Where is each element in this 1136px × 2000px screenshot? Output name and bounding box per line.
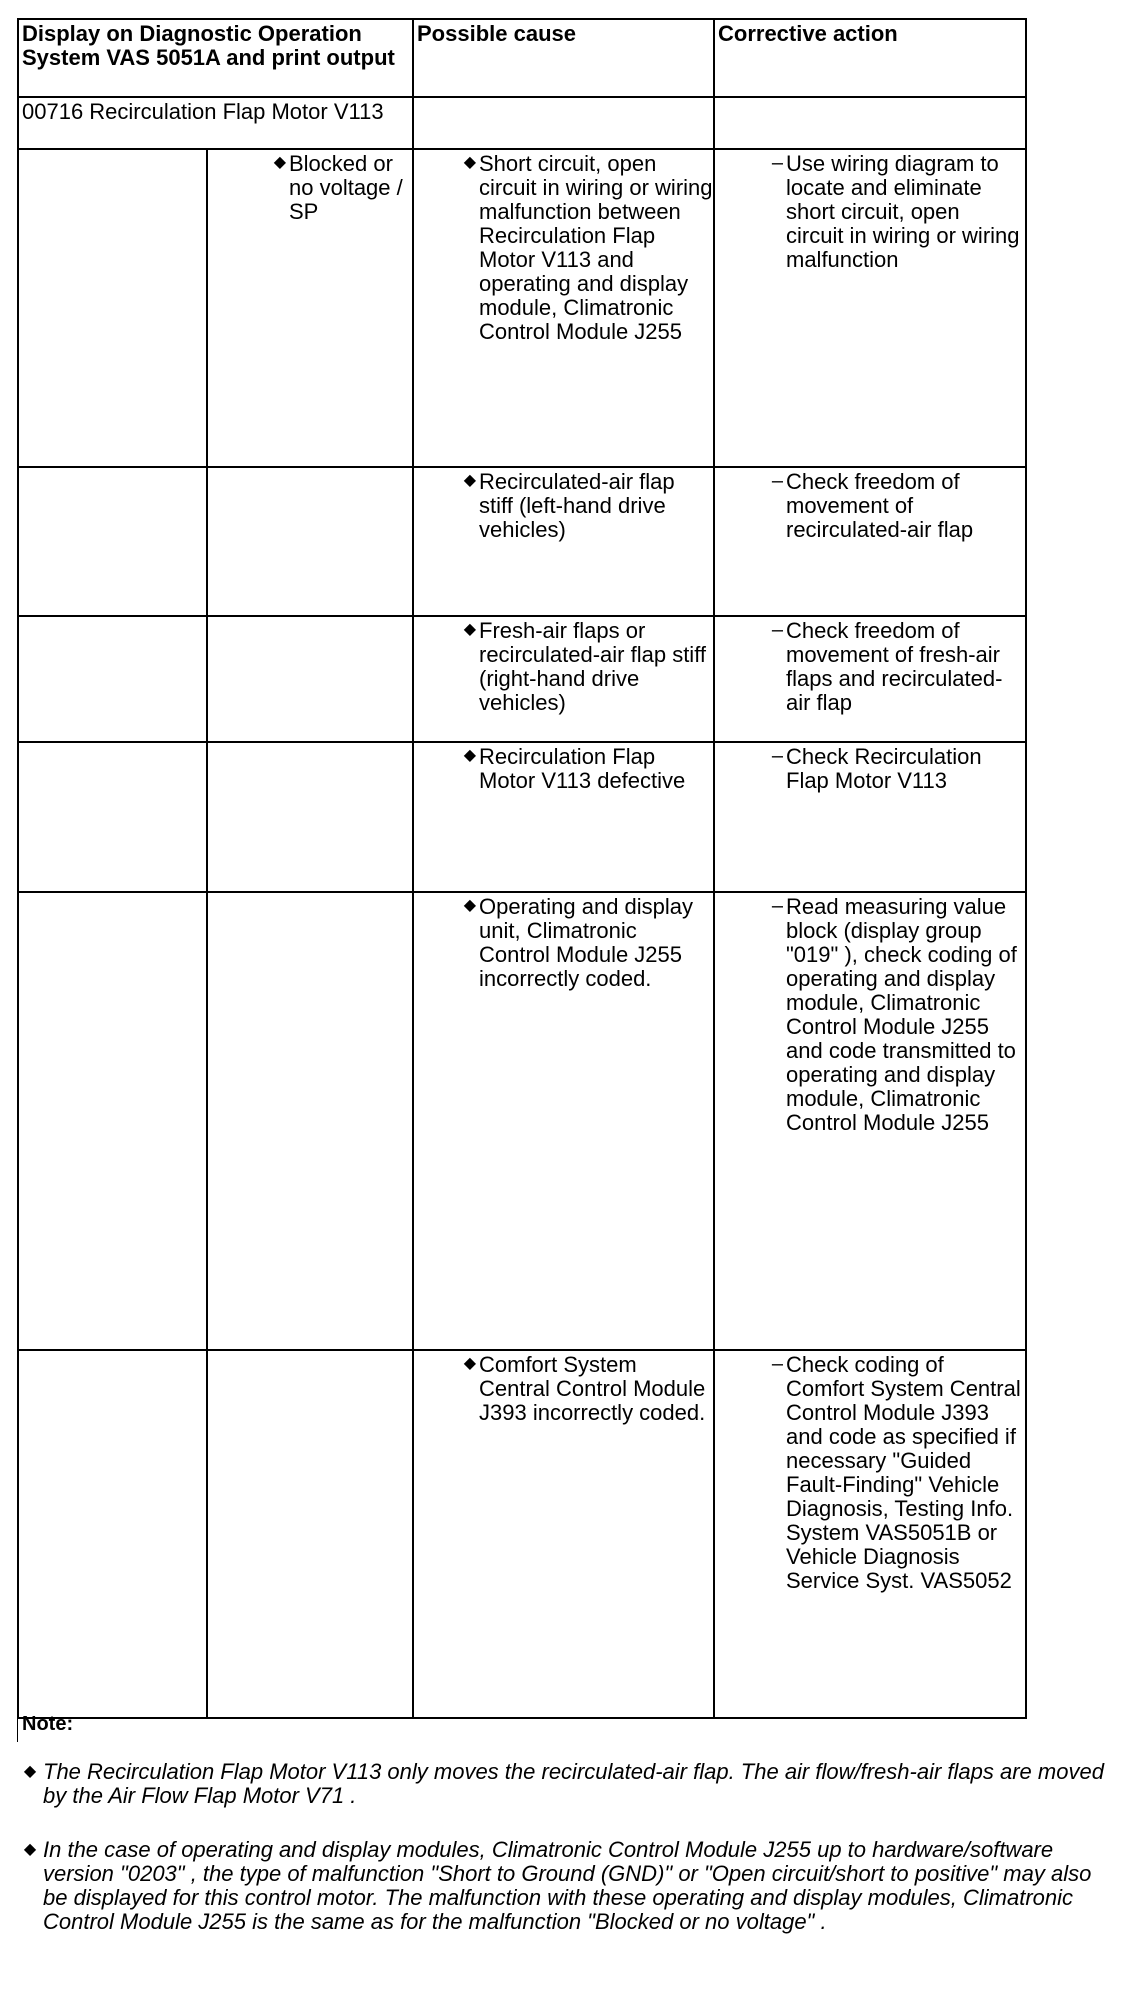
empty-cell [18,467,207,616]
cause-cell [413,892,714,1350]
dash-icon: – [771,1353,783,1375]
bullet-icon: ◆ [23,1763,37,1780]
empty-cell [18,742,207,892]
note-title: Note: [17,1712,1117,1742]
bullet-icon: ◆ [463,897,476,914]
bullet-icon: ◆ [463,472,476,489]
empty-cell [207,742,413,892]
action-text: Check freedom of movement of recirculated-air flap [786,469,974,542]
bullet-icon: ◆ [463,621,476,638]
bullet-icon: ◆ [273,154,286,171]
dash-icon: – [771,619,783,641]
action-cell [714,742,1026,892]
cause-text: Fresh-air flaps or recirculated-air flap stiff (right-hand drive vehicles) [479,618,707,715]
bullet-icon: ◆ [23,1841,37,1858]
dash-icon: – [771,152,783,174]
cause-text: Recirculation Flap Motor V113 defective [479,744,686,793]
cause-text: Recirculated-air flap stiff (left-hand drive vehicles) [479,469,675,542]
table-row [18,467,1026,616]
diagnostic-table-wrapper [17,18,1025,1719]
dash-icon: – [771,470,783,492]
header-possible-cause: Possible cause [413,19,714,97]
component-cause-empty [413,97,714,149]
cause-text: Short circuit, open circuit in wiring or wiring malfunction between Recirculation Flap Motor V113 and operating and display module, Climatronic Control Module J255 [479,151,713,344]
action-text: Read measuring value block (display group "019" ), check coding of operating and display module, Climatronic Control Module J255 and code transmitted to operating and display module, Climatronic Control Module J255 [786,894,1017,1135]
empty-cell [18,1350,207,1718]
empty-cell [18,892,207,1350]
table-row [18,892,1026,1350]
table-row [18,1350,1026,1718]
component-name: 00716 Recirculation Flap Motor V113 [18,97,413,149]
malfunction-cell [207,149,413,467]
cause-cell [413,467,714,616]
bullet-icon: ◆ [463,1355,476,1372]
empty-cell [207,467,413,616]
note-text: The Recirculation Flap Motor V113 only moves the recirculated-air flap. The air flow/fresh-air flaps are moved by the Air Flow Flap Motor V71 . [43,1759,1104,1808]
table-row [18,742,1026,892]
table-header-row [18,19,1026,97]
dash-icon: – [771,745,783,767]
bullet-icon: ◆ [463,747,476,764]
malfunction-text: Blocked or no voltage / SP [289,151,403,224]
table-row [18,149,1026,467]
empty-cell [18,149,207,467]
empty-cell [207,892,413,1350]
action-text: Check freedom of movement of fresh-air flaps and recirculated-air flap [786,618,1003,715]
note-item [17,1760,1117,1808]
action-cell [714,616,1026,742]
cause-cell [413,1350,714,1718]
diagnostic-table [17,18,1027,1719]
action-cell [714,1350,1026,1718]
cause-text: Operating and display unit, Climatronic Control Module J255 incorrectly coded. [479,894,694,991]
action-text: Use wiring diagram to locate and eliminate short circuit, open circuit in wiring or wiring malfunction [786,151,1020,272]
bullet-icon: ◆ [463,154,476,171]
note-text: In the case of operating and display modules, Climatronic Control Module J255 up to hardware/software version "0203" , the type of malfunction "Short to Ground (GND)" or "Open circuit/short to positive" may also be displayed for this control motor. The malfunction with these operating and display modules, Climatronic Control Module J255 is the same as for the malfunction "Blocked or no voltage" . [43,1837,1092,1934]
action-text: Check Recirculation Flap Motor V113 [786,744,982,793]
cause-text: Comfort System Central Control Module J393 incorrectly coded. [479,1352,706,1425]
action-text: Check coding of Comfort System Central Control Module J393 and code as specified if necessary "Guided Fault-Finding" Vehicle Diagnosis, Testing Info. System VAS5051B or Vehicle Diagnosis Service Syst. VAS5052 [786,1352,1021,1593]
note-section [17,1712,1117,1934]
empty-cell [207,616,413,742]
component-action-empty [714,97,1026,149]
cause-cell [413,616,714,742]
note-item [17,1838,1117,1934]
action-cell [714,892,1026,1350]
dash-icon: – [771,895,783,917]
action-cell [714,149,1026,467]
header-display: Display on Diagnostic Operation System VAS 5051A and print output [18,19,413,97]
component-row [18,97,1026,149]
cause-cell [413,149,714,467]
cause-cell [413,742,714,892]
empty-cell [18,616,207,742]
table-row [18,616,1026,742]
empty-cell [207,1350,413,1718]
header-corrective-action: Corrective action [714,19,1026,97]
action-cell [714,467,1026,616]
